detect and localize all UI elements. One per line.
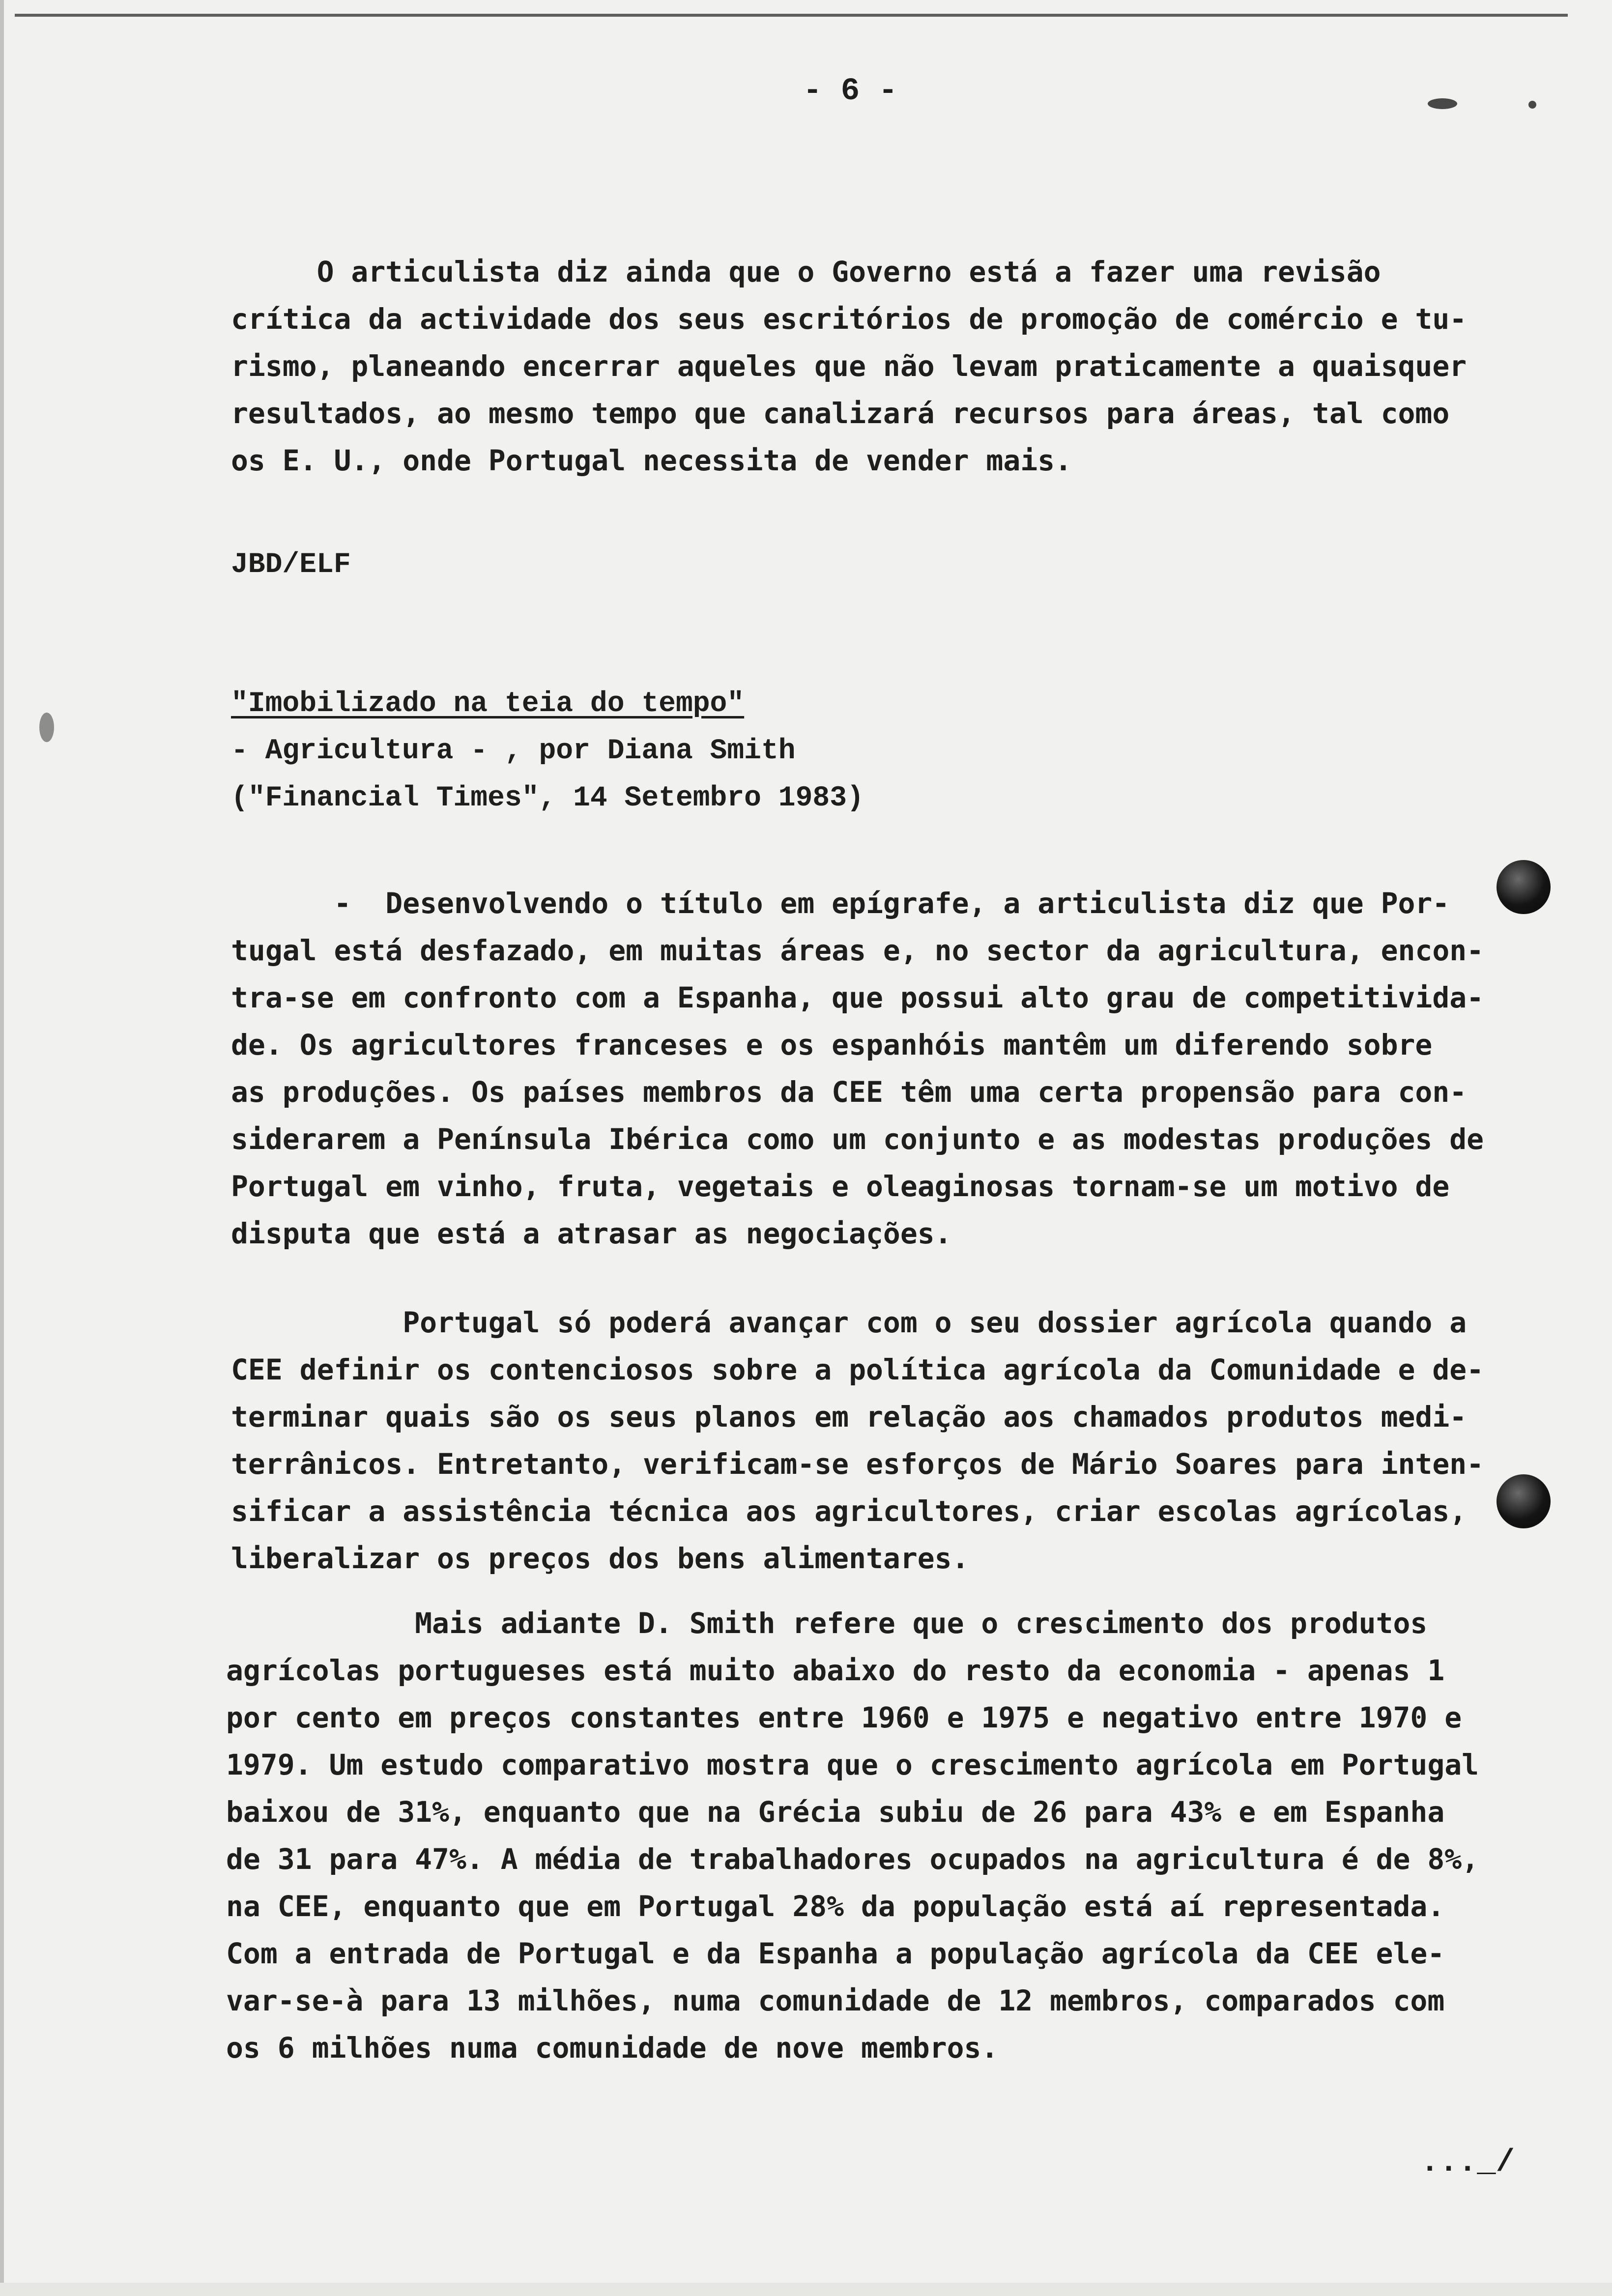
text-line: por cento em preços constantes entre 1960 e 1975 e negativo entre 1970 e [226,1701,1462,1734]
text-line: de. Os agricultores franceses e os espanhóis mantêm um diferendo sobre [231,1028,1433,1062]
text-line: Portugal em vinho, fruta, vegetais e oleaginosas tornam-se um motivo de [231,1170,1450,1203]
article-section: - Agricultura - , por Diana Smith [231,735,796,767]
text-line: Com a entrada de Portugal e da Espanha a população agrícola da CEE ele- [226,1937,1445,1970]
text-line: O articulista diz ainda que o Governo está a fazer uma revisão [231,255,1381,288]
text-line: resultados, ao mesmo tempo que canalizará recursos para áreas, tal como [231,397,1450,430]
text-line: disputa que está a atrasar as negociações. [231,1217,952,1250]
text-line: terminar quais são os seus planos em relação aos chamados produtos medi- [231,1400,1467,1434]
top-rule [15,14,1568,17]
text-line: agrícolas portugueses está muito abaixo do resto da economia - apenas 1 [226,1654,1445,1687]
text-line: Mais adiante D. Smith refere que o crescimento dos produtos [226,1607,1428,1640]
article-title: "Imobilizado na teia do tempo" [231,688,745,720]
text-line: baixou de 31%, enquanto que na Grécia subiu de 26 para 43% e em Espanha [226,1795,1445,1829]
continuation-mark: ..._/ [1420,2145,1515,2181]
text-line: sificar a assistência técnica aos agricultores, criar escolas agrícolas, [231,1494,1467,1528]
author-initials: JBD/ELF [231,549,351,581]
text-line: Portugal só poderá avançar com o seu dossier agrícola quando a [231,1306,1467,1339]
text-line: siderarem a Península Ibérica como um conjunto e as modestas produções de [231,1122,1484,1156]
body-paragraph-3 [226,1600,1479,2071]
text-line: crítica da actividade dos seus escritórios de promoção de comércio e tu- [231,302,1467,336]
text-line: terrânicos. Entretanto, verificam-se esforços de Mário Soares para inten- [231,1447,1484,1481]
punch-hole-bottom [1497,1474,1551,1528]
page-number: - 6 - [803,74,898,109]
text-line: na CEE, enquanto que em Portugal 28% da população está aí representada. [226,1890,1445,1923]
bottom-edge [0,2283,1612,2296]
text-line: var-se-à para 13 milhões, numa comunidade de 12 membros, comparados com [226,1984,1445,2017]
text-line: CEE definir os contenciosos sobre a política agrícola da Comunidade e de- [231,1353,1484,1386]
ink-smudge [1428,98,1457,109]
text-line: liberalizar os preços dos bens alimentares. [231,1542,969,1575]
text-line: tra-se em confronto com a Espanha, que possui alto grau de competitivida- [231,981,1484,1014]
punch-hole-top [1497,860,1551,914]
text-line: de 31 para 47%. A média de trabalhadores ocupados na agricultura é de 8%, [226,1842,1479,1876]
ink-smudge [1528,101,1536,109]
text-line: os 6 milhões numa comunidade de nove membros. [226,2031,999,2065]
text-line: rismo, planeando encerrar aqueles que não levam praticamente a quaisquer [231,349,1467,383]
text-line: as produções. Os países membros da CEE têm uma certa propensão para con- [231,1075,1467,1109]
body-paragraph-1 [231,880,1484,1257]
text-line: os E. U., onde Portugal necessita de vender mais. [231,444,1072,477]
article-header [231,681,864,822]
ink-smudge [39,713,54,742]
body-paragraph-2 [231,1299,1484,1582]
text-line: 1979. Um estudo comparativo mostra que o crescimento agrícola em Portugal [226,1748,1479,1781]
scan-left-edge [0,0,4,2296]
intro-paragraph [231,248,1467,484]
text-line: tugal está desfazado, em muitas áreas e, no sector da agricultura, encon- [231,934,1484,967]
text-line: - Desenvolvendo o título em epígrafe, a articulista diz que Por- [231,887,1450,920]
article-source: ("Financial Times", 14 Setembro 1983) [231,782,864,814]
